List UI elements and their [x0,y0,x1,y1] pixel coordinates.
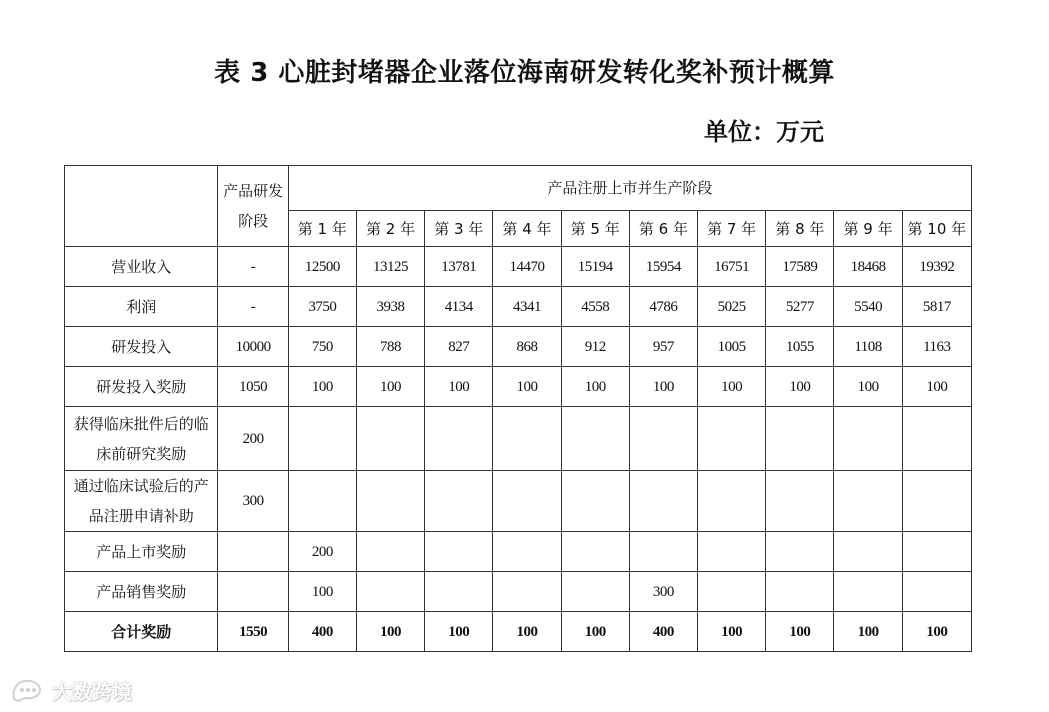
year-header: 第 9 年 [834,211,902,247]
value-cell: 5277 [766,287,834,327]
value-cell [629,407,697,471]
value-cell [493,471,561,532]
value-cell [698,407,766,471]
value-cell [698,471,766,532]
row-label: 合计奖励 [65,612,218,652]
value-cell: 16751 [698,247,766,287]
value-cell [561,471,629,532]
value-cell [834,532,902,572]
value-cell: 15954 [629,247,697,287]
value-cell: 12500 [288,247,356,287]
value-cell: 100 [356,612,424,652]
value-cell [493,572,561,612]
value-cell: 100 [902,612,971,652]
rd-stage-cell: - [218,247,288,287]
value-cell [902,572,971,612]
table-row [65,572,972,612]
value-cell: 100 [561,367,629,407]
rd-stage-cell: 10000 [218,327,288,367]
value-cell: 100 [902,367,971,407]
table-row [65,367,972,407]
value-cell: 100 [288,367,356,407]
value-cell [425,471,493,532]
value-cell: 400 [288,612,356,652]
value-cell [356,532,424,572]
value-cell: 13125 [356,247,424,287]
value-cell: 17589 [766,247,834,287]
value-cell [766,532,834,572]
rd-stage-cell: 200 [218,407,288,471]
table-row [65,407,972,471]
value-cell: 300 [629,572,697,612]
value-cell [629,471,697,532]
value-cell [834,471,902,532]
value-cell: 868 [493,327,561,367]
value-cell [902,471,971,532]
value-cell: 5025 [698,287,766,327]
value-cell: 3750 [288,287,356,327]
value-cell: 100 [629,367,697,407]
table-row [65,532,972,572]
unit-label: 单位：万元 [704,118,824,146]
row-label: 通过临床试验后的产品注册申请补助 [65,471,218,532]
table-row [65,247,972,287]
value-cell [356,407,424,471]
value-cell [629,532,697,572]
row-label: 营业收入 [65,247,218,287]
year-header: 第 2 年 [356,211,424,247]
value-cell: 100 [698,367,766,407]
value-cell: 400 [629,612,697,652]
value-cell: 1108 [834,327,902,367]
rd-stage-cell [218,532,288,572]
year-header: 第 8 年 [766,211,834,247]
rd-stage-cell: - [218,287,288,327]
value-cell: 14470 [493,247,561,287]
row-label: 利润 [65,287,218,327]
value-cell: 100 [766,612,834,652]
value-cell [766,471,834,532]
value-cell [902,532,971,572]
row-label: 产品销售奖励 [65,572,218,612]
value-cell: 100 [834,367,902,407]
table-row [65,327,972,367]
value-cell: 750 [288,327,356,367]
value-cell [493,532,561,572]
value-cell: 5817 [902,287,971,327]
watermark [10,676,132,704]
value-cell: 1163 [902,327,971,367]
table-row [65,287,972,327]
table-row [65,471,972,532]
value-cell: 3938 [356,287,424,327]
rd-stage-cell: 1050 [218,367,288,407]
value-cell: 788 [356,327,424,367]
table-row [65,612,972,652]
value-cell: 957 [629,327,697,367]
value-cell: 18468 [834,247,902,287]
subsidy-table [64,165,972,652]
value-cell [288,471,356,532]
value-cell: 100 [356,367,424,407]
value-cell: 100 [493,612,561,652]
value-cell: 15194 [561,247,629,287]
watermark-text: 大数跨境 [52,679,132,704]
value-cell [902,407,971,471]
value-cell [425,572,493,612]
value-cell: 1005 [698,327,766,367]
value-cell [834,407,902,471]
value-cell [561,572,629,612]
value-cell [425,532,493,572]
value-cell: 100 [493,367,561,407]
corner-cell [65,166,218,247]
rd-stage-cell: 300 [218,471,288,532]
value-cell: 827 [425,327,493,367]
year-header: 第 5 年 [561,211,629,247]
value-cell [356,471,424,532]
year-header: 第 1 年 [288,211,356,247]
value-cell: 100 [425,612,493,652]
value-cell: 4341 [493,287,561,327]
rd-stage-header: 产品研发阶段 [218,166,288,247]
value-cell: 5540 [834,287,902,327]
value-cell: 100 [288,572,356,612]
value-cell: 1055 [766,327,834,367]
row-label: 产品上市奖励 [65,532,218,572]
value-cell [288,407,356,471]
rd-stage-cell [218,572,288,612]
value-cell [698,572,766,612]
row-label: 获得临床批件后的临床前研究奖励 [65,407,218,471]
value-cell: 4134 [425,287,493,327]
value-cell: 100 [561,612,629,652]
value-cell [766,407,834,471]
value-cell: 100 [766,367,834,407]
production-stage-header: 产品注册上市并生产阶段 [288,166,971,211]
year-header: 第 7 年 [698,211,766,247]
value-cell [356,572,424,612]
value-cell: 100 [425,367,493,407]
value-cell [698,532,766,572]
value-cell [834,572,902,612]
year-header: 第 4 年 [493,211,561,247]
value-cell: 100 [698,612,766,652]
value-cell: 13781 [425,247,493,287]
value-cell: 912 [561,327,629,367]
value-cell [425,407,493,471]
value-cell [561,532,629,572]
value-cell: 19392 [902,247,971,287]
value-cell [493,407,561,471]
chat-bubble-icon [10,677,48,703]
year-header: 第 6 年 [629,211,697,247]
value-cell [561,407,629,471]
value-cell: 4786 [629,287,697,327]
page-title: 表 3 心脏封堵器企业落位海南研发转化奖补预计概算 [214,58,835,88]
year-header: 第 10 年 [902,211,971,247]
value-cell [766,572,834,612]
rd-stage-cell: 1550 [218,612,288,652]
value-cell: 200 [288,532,356,572]
year-header: 第 3 年 [425,211,493,247]
value-cell: 4558 [561,287,629,327]
row-label: 研发投入奖励 [65,367,218,407]
row-label: 研发投入 [65,327,218,367]
value-cell: 100 [834,612,902,652]
